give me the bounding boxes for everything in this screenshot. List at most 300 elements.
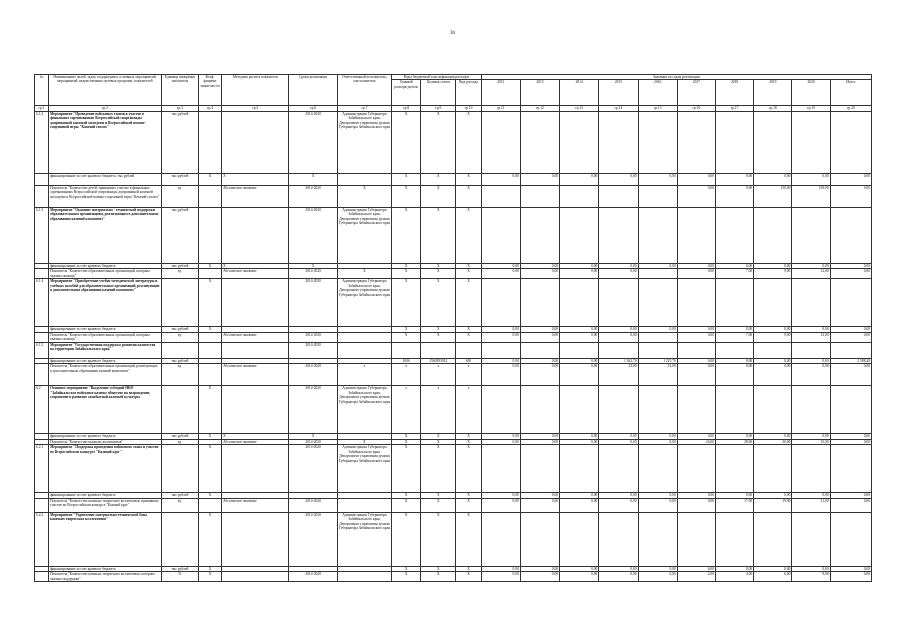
table-cell: 2 588,40 <box>830 358 871 363</box>
table-cell: 630 <box>456 358 481 363</box>
table-cell: Х <box>337 185 391 207</box>
column-number-cell: гр.14 <box>599 106 638 111</box>
table-cell: Х <box>456 566 481 571</box>
table-cell: 0,00 <box>830 434 871 439</box>
table-cell: 0,00 <box>830 263 871 268</box>
table-cell: Х <box>392 498 421 512</box>
header-year: 2017 <box>677 80 715 106</box>
row-name-cell: Показатель "Количество детей, принявших участие в финальных соревнованиях Всероссийской спартакиады допризывной казачьей молодежи и Всероссийской военно-спортивной игры "Казачий сполох" <box>49 185 162 207</box>
table-cell: Х <box>421 327 456 332</box>
table-cell: 0,00 <box>481 566 520 571</box>
table-cell: Х <box>198 434 221 439</box>
table-cell <box>481 445 520 493</box>
table-cell <box>638 279 677 327</box>
table-cell: Х <box>421 445 456 493</box>
table-cell <box>599 185 638 207</box>
row-name-cell: Мероприятие "Поддержка проведения войскового этапа и участие во Всероссийском конкурсе "Казачий круг" <box>49 445 162 493</box>
table-cell <box>560 512 599 566</box>
table-cell: Х <box>392 566 421 571</box>
row-number-cell: 6.1.3 <box>35 207 49 263</box>
table-header <box>35 75 872 112</box>
table-cell: 0,00 <box>520 434 559 439</box>
page-number: 36 <box>450 31 455 36</box>
table-cell: Х <box>456 512 481 566</box>
table-cell <box>599 279 638 327</box>
table-cell: 0,00 <box>792 358 830 363</box>
table-cell <box>754 342 792 358</box>
table-cell: Х <box>289 434 337 439</box>
table-cell: Администрация Губернатора Забайкальского края, Департамент управления делами Губернатора Забайкальского края <box>337 445 391 493</box>
table-cell: Администрация Губернатора Забайкальского края, Департамент управления делами Губернатора Забайкальского края <box>337 111 391 173</box>
table-cell: 0,00 <box>638 327 677 332</box>
table-cell: 0,00 <box>638 498 677 512</box>
table-cell <box>677 279 715 327</box>
table-cell: х <box>421 386 456 434</box>
table-cell: тыс.рублей <box>161 493 198 498</box>
table-cell: 0,00 <box>560 364 599 386</box>
table-cell: ед. <box>161 185 198 207</box>
table-row <box>35 207 872 263</box>
table-cell: 0,00 <box>481 434 520 439</box>
table-cell: 0,00 <box>830 439 871 444</box>
table-cell <box>560 386 599 434</box>
table-cell <box>638 185 677 207</box>
table-cell <box>754 279 792 327</box>
table-cell: 0,00 <box>599 434 638 439</box>
table-cell: Х <box>421 332 456 342</box>
table-cell: 0,00 <box>638 434 677 439</box>
table-cell: Х <box>198 386 221 434</box>
table-cell <box>481 111 520 173</box>
table-cell: 150,00 <box>754 185 792 207</box>
row-name-cell: Показатель "Количество образовательных организаций, реализующих в дополнительном образовании казачий компонент" <box>49 364 162 386</box>
table-cell <box>481 279 520 327</box>
table-row <box>35 386 872 434</box>
table-row <box>35 173 872 185</box>
table-cell: ед. <box>161 269 198 279</box>
table-cell <box>520 342 559 358</box>
table-cell <box>560 342 599 358</box>
table-cell <box>161 445 198 493</box>
table-cell: 0,00 <box>677 327 715 332</box>
table-row <box>35 445 872 493</box>
table-cell: 0,00 <box>754 173 792 185</box>
table-cell: 0,00 <box>560 439 599 444</box>
table-cell: Х <box>392 263 421 268</box>
table-cell: 23,00 <box>638 364 677 386</box>
table-row <box>35 111 872 173</box>
header-code-vr: Вид расхода <box>456 80 481 106</box>
table-cell: 2014-2020 <box>289 269 337 279</box>
table-cell <box>599 512 638 566</box>
header-name: Наименование целей, задач, подпрограмм, основных мероприятий, мероприятий, ведомственных целевых программ, показателей <box>49 75 162 106</box>
table-cell: 0,00 <box>560 332 599 342</box>
row-number-cell: 6.2.2 <box>35 512 49 566</box>
table-cell: Х <box>198 572 221 582</box>
table-cell: 0,00 <box>481 327 520 332</box>
table-cell <box>599 111 638 173</box>
table-cell: 0,00 <box>677 364 715 386</box>
table-cell <box>599 342 638 358</box>
table-cell <box>222 342 289 358</box>
row-name-cell: финансирование за счет краевого бюджета <box>49 358 162 363</box>
table-cell: ед. <box>161 332 198 342</box>
table-cell <box>715 386 753 434</box>
table-cell <box>677 512 715 566</box>
table-cell: 0,00 <box>599 269 638 279</box>
row-number-cell <box>35 332 49 342</box>
table-row <box>35 572 872 582</box>
table-cell: 150,00 <box>792 185 830 207</box>
table-cell <box>337 572 391 582</box>
table-cell: 0,00 <box>481 173 520 185</box>
column-number-cell: гр.15 <box>638 106 677 111</box>
table-cell: 0,00 <box>754 364 792 386</box>
row-name-cell: Мероприятие "Оказание материально - технической поддержки образовательным организациям, реализующим в дополнительном образовании казачий компонент" <box>49 207 162 263</box>
table-cell: 2014-2020 <box>289 111 337 173</box>
table-cell <box>222 207 289 263</box>
table-cell: 0,00 <box>792 364 830 386</box>
row-name-cell: Мероприятие "Государственная поддержка развития казачества на территории Забайкальского края" <box>49 342 162 358</box>
table-cell: Абсолютное значение <box>222 498 289 512</box>
table-row <box>35 498 872 512</box>
table-cell: 17,00 <box>715 498 753 512</box>
table-cell <box>161 512 198 566</box>
table-cell: 0,00 <box>638 263 677 268</box>
column-number-cell: гр.9 <box>421 106 456 111</box>
table-cell: 23,00 <box>599 364 638 386</box>
table-cell: 2014-2020 <box>289 386 337 434</box>
table-cell: х <box>337 364 391 386</box>
table-cell <box>520 111 559 173</box>
header-term: Сроки реализации <box>289 75 337 106</box>
table-cell: Х <box>289 263 337 268</box>
table-cell <box>754 111 792 173</box>
table-cell: Х <box>198 173 221 185</box>
table-cell: Х <box>392 439 421 444</box>
row-number-cell: 6.1.5 <box>35 342 49 358</box>
header-total: Итого <box>830 80 871 106</box>
row-name-cell: финансирование за счет краевого бюджета <box>49 327 162 332</box>
table-cell <box>560 279 599 327</box>
header-codes-group: Коды бюджетной классификации расходов <box>392 75 482 80</box>
table-cell: 6,00 <box>754 572 792 582</box>
row-number-cell <box>35 185 49 207</box>
table-cell: 0,00 <box>599 566 638 571</box>
column-number-cell: гр.1 <box>35 106 49 111</box>
table-cell <box>754 445 792 493</box>
header-code-glava: Главный распоря-дитель <box>392 80 421 106</box>
table-cell: 1 362,70 <box>599 358 638 363</box>
table-cell: 0,00 <box>677 263 715 268</box>
table-cell: Х <box>392 269 421 279</box>
table-cell <box>754 386 792 434</box>
table-cell: 0,00 <box>599 263 638 268</box>
table-cell <box>198 269 221 279</box>
table-cell: х <box>392 386 421 434</box>
table-cell: 0,00 <box>754 566 792 571</box>
table-cell <box>715 207 753 263</box>
column-number-cell: гр.3 <box>161 106 198 111</box>
table-cell: Х <box>456 185 481 207</box>
table-cell <box>638 445 677 493</box>
table-cell: х <box>392 364 421 386</box>
table-row <box>35 342 872 358</box>
header-year: 2020 <box>792 80 830 106</box>
table-cell: 24,00 <box>677 439 715 444</box>
table-cell: Х <box>421 279 456 327</box>
table-cell <box>392 342 421 358</box>
table-cell: 2014-2020 <box>289 185 337 207</box>
table-cell: 0,00 <box>481 498 520 512</box>
table-cell: 0,00 <box>677 566 715 571</box>
table-cell <box>677 111 715 173</box>
table-cell <box>638 269 677 279</box>
table-cell: 0,00 <box>715 185 753 207</box>
table-cell: 0,00 <box>830 185 871 207</box>
table-cell: х <box>456 364 481 386</box>
table-cell: 0,00 <box>792 327 830 332</box>
table-cell: Х <box>456 332 481 342</box>
table-cell: Администрация Губернатора Забайкальского края, Департамент управления делами Губернатора Забайкальского края <box>337 386 391 434</box>
table-cell <box>520 445 559 493</box>
table-cell: 0,00 <box>481 332 520 342</box>
table-cell <box>830 207 871 263</box>
table-cell: 0,00 <box>599 332 638 342</box>
table-cell: 0,00 <box>520 566 559 571</box>
table-cell: 0,00 <box>830 364 871 386</box>
table-cell <box>715 445 753 493</box>
table-cell: Х <box>421 434 456 439</box>
column-number-cell: гр.18 <box>754 106 792 111</box>
table-cell: 0,00 <box>830 498 871 512</box>
table-cell: 2014-2020 <box>289 512 337 566</box>
table-cell: 0,00 <box>792 434 830 439</box>
table-cell <box>792 445 830 493</box>
table-cell: 0,00 <box>830 493 871 498</box>
table-cell: Абсолютное значение <box>222 439 289 444</box>
table-cell: 0,00 <box>830 327 871 332</box>
column-number-cell: гр.17 <box>715 106 753 111</box>
table-cell: 0,00 <box>599 439 638 444</box>
table-cell <box>830 512 871 566</box>
row-number-cell: 6.2 <box>35 386 49 434</box>
table-cell: 0,00 <box>677 498 715 512</box>
table-cell <box>638 207 677 263</box>
table-cell: х <box>421 364 456 386</box>
table-cell <box>599 386 638 434</box>
row-name-cell: финансирование за счет краевого бюджета <box>49 263 162 268</box>
table-cell: 2014-2020 <box>289 342 337 358</box>
table-cell: 0,00 <box>481 439 520 444</box>
table-cell: 2014-2020 <box>289 439 337 444</box>
table-cell: 7,00 <box>715 269 753 279</box>
table-row <box>35 185 872 207</box>
table-cell: 12,00 <box>792 269 830 279</box>
table-cell: тыс.рублей <box>161 434 198 439</box>
row-name-cell: Показатель "Количество казачьих коллективов" <box>49 439 162 444</box>
row-name-cell: Мероприятие "Укрепление материально-технической базы казачьих творческих коллективов" <box>49 512 162 566</box>
table-cell: Х <box>198 279 221 327</box>
table-cell: 0,00 <box>754 263 792 268</box>
table-cell: 0,00 <box>520 498 559 512</box>
table-cell: Х <box>456 439 481 444</box>
row-number-cell <box>35 498 49 512</box>
table-cell: Х <box>392 434 421 439</box>
table-cell: 2014-2020 <box>289 332 337 342</box>
table-cell: Х <box>392 512 421 566</box>
table-cell <box>715 279 753 327</box>
table-cell <box>560 445 599 493</box>
column-number-cell: гр.19 <box>792 106 830 111</box>
row-name-cell: Показатель "Количество образовательных организаций, которым оказана помощь" <box>49 269 162 279</box>
table-cell: Х <box>198 263 221 268</box>
row-name-cell: Основное мероприятие "Выделение субсидий НКО "Забайкальское войсковое казачье общество на возрождение, сохранение и развитие самобытной казачьей культуры <box>49 386 162 434</box>
table-cell <box>792 279 830 327</box>
table-cell: 0,00 <box>677 332 715 342</box>
table-cell <box>222 111 289 173</box>
table-cell <box>792 386 830 434</box>
table-cell: 0,00 <box>481 364 520 386</box>
table-cell: 0,00 <box>715 327 753 332</box>
table-cell <box>198 364 221 386</box>
program-table <box>34 74 872 582</box>
table-cell: 0,00 <box>520 364 559 386</box>
table-cell: Х <box>456 498 481 512</box>
table-cell: 0,00 <box>638 572 677 582</box>
table-cell: 0,00 <box>677 269 715 279</box>
table-cell <box>337 498 391 512</box>
table-cell <box>198 332 221 342</box>
table-cell <box>715 111 753 173</box>
table-cell: 0,00 <box>792 173 830 185</box>
table-cell <box>754 207 792 263</box>
table-row <box>35 512 872 566</box>
table-cell: 0,00 <box>792 566 830 571</box>
table-cell <box>638 111 677 173</box>
table-cell <box>560 111 599 173</box>
row-name-cell: финансирование за счет краевого бюджета <box>49 493 162 498</box>
table-cell <box>830 342 871 358</box>
table-cell: 0,00 <box>560 327 599 332</box>
table-cell <box>481 207 520 263</box>
table-cell <box>792 342 830 358</box>
table-cell <box>222 279 289 327</box>
table-cell <box>456 342 481 358</box>
table-cell: 0,00 <box>599 493 638 498</box>
row-name-cell: Мероприятие "Проведение войсковых этапов и участие в финальных соревнованиях Всероссийской спартакиады допризывной казачьей молодежи и Всероссийской военно-спортивной игры "Казачий сполох" <box>49 111 162 173</box>
column-number-cell: гр.6 <box>289 106 337 111</box>
table-cell <box>792 111 830 173</box>
table-cell: Х <box>421 572 456 582</box>
table-cell: Х <box>392 185 421 207</box>
table-cell: 0,00 <box>830 173 871 185</box>
table-cell: 28,00 <box>715 439 753 444</box>
table-cell: 0,00 <box>638 493 677 498</box>
table-cell <box>677 342 715 358</box>
table-cell: 0,00 <box>520 358 559 363</box>
table-cell <box>222 386 289 434</box>
table-cell: 0,00 <box>520 493 559 498</box>
row-number-cell <box>35 269 49 279</box>
table-cell: 0,00 <box>560 566 599 571</box>
column-number-cell: гр.5 <box>222 106 289 111</box>
table-cell: 0,00 <box>715 358 753 363</box>
table-cell: 2014-2020 <box>289 572 337 582</box>
table-cell: 12,00 <box>792 332 830 342</box>
table-cell: тыс.рублей <box>161 327 198 332</box>
table-cell: Х <box>456 572 481 582</box>
table-cell: 0,00 <box>677 434 715 439</box>
table-cell <box>481 512 520 566</box>
table-cell: Абсолютное значение <box>222 269 289 279</box>
table-cell: Х <box>456 493 481 498</box>
table-cell <box>481 342 520 358</box>
header-coef: Коэф-фициент значи-мости <box>198 75 221 106</box>
table-cell <box>638 332 677 342</box>
table-cell: Х <box>421 512 456 566</box>
table-cell <box>830 386 871 434</box>
column-number-cell: гр.8 <box>392 106 421 111</box>
table-cell: Х <box>222 173 289 185</box>
table-cell <box>161 342 198 358</box>
table-cell: Х <box>421 566 456 571</box>
table-cell: 0,00 <box>830 572 871 582</box>
table-cell: Абсолютное значение <box>222 332 289 342</box>
table-cell: Х <box>392 111 421 173</box>
table-cell: 0,00 <box>481 572 520 582</box>
table-cell <box>830 279 871 327</box>
table-cell <box>560 185 599 207</box>
table-cell: 0,00 <box>560 358 599 363</box>
table-cell: 0,00 <box>754 493 792 498</box>
header-year: 2014 <box>560 80 599 106</box>
table-cell: 0,00 <box>599 173 638 185</box>
table-cell <box>421 342 456 358</box>
table-cell: Х <box>392 279 421 327</box>
table-cell: 2014-2020 <box>289 498 337 512</box>
header-code-cs: Целевая статья <box>421 80 456 106</box>
table-cell <box>198 111 221 173</box>
table-cell: 0,00 <box>481 358 520 363</box>
table-cell <box>599 207 638 263</box>
table-body <box>35 111 872 581</box>
table-cell: 0,00 <box>560 493 599 498</box>
table-cell <box>337 173 391 185</box>
table-cell <box>638 342 677 358</box>
table-cell <box>792 512 830 566</box>
table-cell <box>481 386 520 434</box>
table-cell: 30,00 <box>754 439 792 444</box>
table-cell: тыс.рублей <box>161 263 198 268</box>
table-cell: 9,00 <box>677 185 715 207</box>
table-cell <box>337 332 391 342</box>
table-cell: Х <box>421 207 456 263</box>
table-cell: 0,00 <box>481 269 520 279</box>
table-cell: 0,00 <box>520 263 559 268</box>
table-cell: Х <box>392 445 421 493</box>
table-row <box>35 269 872 279</box>
table-cell <box>715 342 753 358</box>
table-cell: 0,00 <box>560 173 599 185</box>
table-cell: 9,00 <box>792 572 830 582</box>
table-cell <box>520 279 559 327</box>
table-cell: 0,00 <box>715 493 753 498</box>
table-cell: 0,00 <box>599 327 638 332</box>
table-cell <box>337 342 391 358</box>
table-cell <box>560 207 599 263</box>
row-number-cell: 6.1.4 <box>35 279 49 327</box>
